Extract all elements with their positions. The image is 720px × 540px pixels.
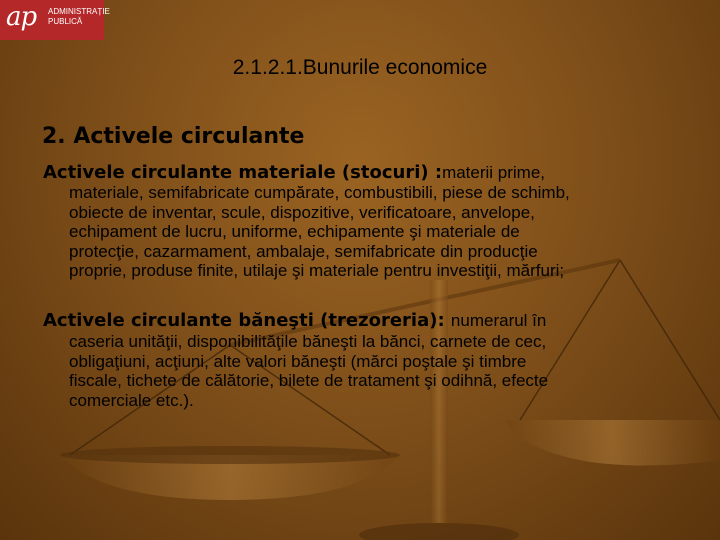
item-lead-text: materii prime,	[442, 163, 546, 182]
logo-text	[48, 7, 110, 27]
logo-mark: ap	[6, 2, 37, 32]
material-assets-body	[69, 183, 709, 281]
body-line: echipament de lucru, uniforme, echipamente şi materiale de	[69, 222, 520, 241]
section-heading: 2. Activele circulante	[42, 124, 305, 149]
monetary-assets-body	[69, 332, 709, 410]
body-line: obiecte de inventar, scule, dispozitive, verificatoare, anvelope,	[69, 202, 535, 222]
logo	[0, 0, 110, 40]
body-line: proprie, produse finite, utilaje şi materiale pentru investiţii, mărfuri;	[69, 261, 565, 280]
body-line: fiscale, tichete de călătorie, bilete de tratament şi odihnă, efecte	[69, 371, 549, 390]
body-line: caseria unităţii, disponibilităţile băneşti la bănci, carnete de cec,	[69, 332, 547, 351]
item-lead-text: numerarul în	[450, 311, 547, 330]
logo-text-line: ADMINISTRAȚIE	[48, 7, 110, 16]
item-title-text: Activele circulante materiale (stocuri) :	[43, 162, 443, 183]
body-line: protecţie, cazarmament, ambalaje, semifabricate din producţie	[69, 241, 538, 261]
material-assets-title	[43, 162, 545, 183]
logo-text-line: PUBLICĂ	[48, 17, 83, 26]
body-line: materiale, semifabricate cumpărate, combustibili, piese de schimb,	[69, 183, 570, 202]
body-line: obligaţiuni, acţiuni, alte valori băneşti (mărci poştale şi timbre	[69, 351, 527, 371]
monetary-assets-title	[43, 310, 546, 331]
item-title-text: Activele circulante băneşti (trezoreria):	[43, 310, 451, 331]
slide-title: 2.1.2.1.Bunurile economice	[232, 56, 488, 79]
body-line: comerciale etc.).	[69, 390, 194, 410]
